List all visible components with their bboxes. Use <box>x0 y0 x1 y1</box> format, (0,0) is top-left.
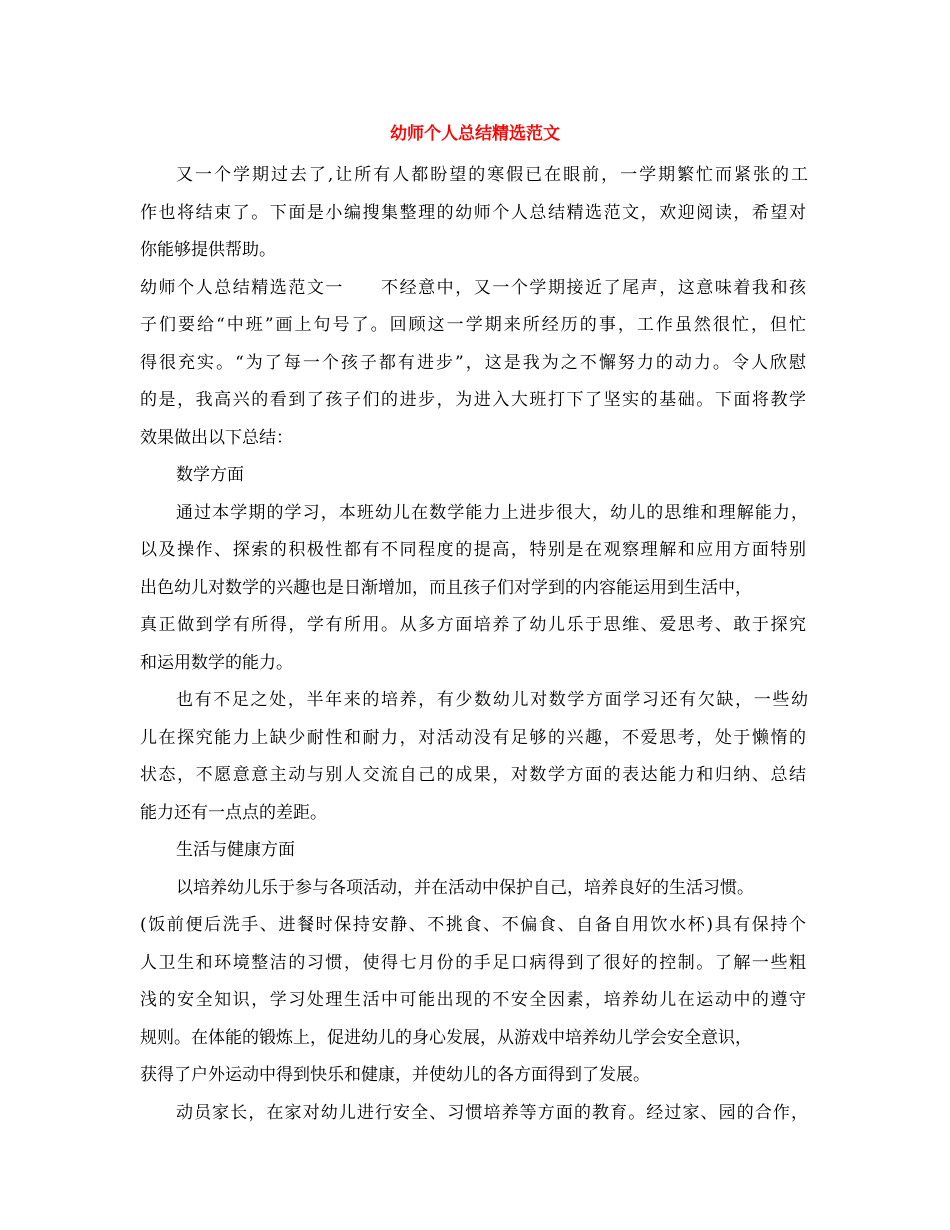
text-line: 的是，我高兴的看到了孩子们的进步，为进入大班打下了坚实的基础。下面将教学 <box>140 390 806 410</box>
text-line: 你能够提供帮助。 <box>140 240 276 260</box>
text-line: (饭前便后洗手、进餐时保持安静、不挑食、不偏食、自备自用饮水杯)具有保持个 <box>140 915 806 935</box>
text-line: 规则。在体能的锻炼上，促进幼儿的身心发展，从游戏中培养幼儿学会安全意识， <box>140 1028 752 1048</box>
text-line: 幼师个人总结精选范文一 不经意中，又一个学期接近了尾声，这意味着我和孩 <box>140 278 806 298</box>
text-line: 也有不足之处，半年来的培养，有少数幼儿对数学方面学习还有欠缺，一些幼 <box>176 690 808 710</box>
text-line: 浅的安全知识，学习处理生活中可能出现的不安全因素，培养幼儿在运动中的遵守 <box>140 990 806 1010</box>
text-line: 以及操作、探索的积极性都有不同程度的提高，特别是在观察理解和应用方面特别 <box>140 540 806 560</box>
text-line: 状态，不愿意意主动与别人交流自己的成果，对数学方面的表达能力和归纳、总结 <box>140 765 806 785</box>
text-line: 和运用数学的能力。 <box>140 653 293 673</box>
text-line: 效果做出以下总结： <box>140 428 293 448</box>
text-line: 获得了户外运动中得到快乐和健康，并使幼儿的各方面得到了发展。 <box>140 1065 650 1085</box>
text-line: 作也将结束了。下面是小编搜集整理的幼师个人总结精选范文，欢迎阅读，希望对 <box>140 203 806 223</box>
text-line: 真正做到学有所得，学有所用。从多方面培养了幼儿乐于思维、爱思考、敢于探究 <box>140 615 806 635</box>
text-line: 以培养幼儿乐于参与各项活动，并在活动中保护自己，培养良好的生活习惯。 <box>176 878 754 898</box>
text-line: 人卫生和环境整洁的习惯，使得七月份的手足口病得到了很好的控制。了解一些粗 <box>140 953 806 973</box>
text-line: 能力还有一点点的差距。 <box>140 803 327 823</box>
section-heading: 生活与健康方面 <box>176 840 295 860</box>
text-line: 子们要给“中班”画上句号了。回顾这一学期来所经历的事，工作虽然很忙，但忙 <box>140 315 806 335</box>
text-line: 又一个学期过去了,让所有人都盼望的寒假已在眼前，一学期繁忙而紧张的工 <box>176 165 808 185</box>
document-title: 幼师个人总结精选范文 <box>390 124 560 144</box>
text-line: 出色幼儿对数学的兴趣也是日渐增加，而且孩子们对学到的内容能运用到生活中， <box>140 578 752 598</box>
text-line: 通过本学期的学习，本班幼儿在数学能力上进步很大，幼儿的思维和理解能力， <box>176 503 808 523</box>
section-heading: 数学方面 <box>176 465 244 485</box>
text-line: 得很充实。“为了每一个孩子都有进步”，这是我为之不懈努力的动力。令人欣慰 <box>140 353 806 373</box>
text-line: 动员家长，在家对幼儿进行安全、习惯培养等方面的教育。经过家、园的合作， <box>176 1103 808 1123</box>
text-line: 儿在探究能力上缺少耐性和耐力，对活动没有足够的兴趣，不爱思考，处于懒惰的 <box>140 728 806 748</box>
